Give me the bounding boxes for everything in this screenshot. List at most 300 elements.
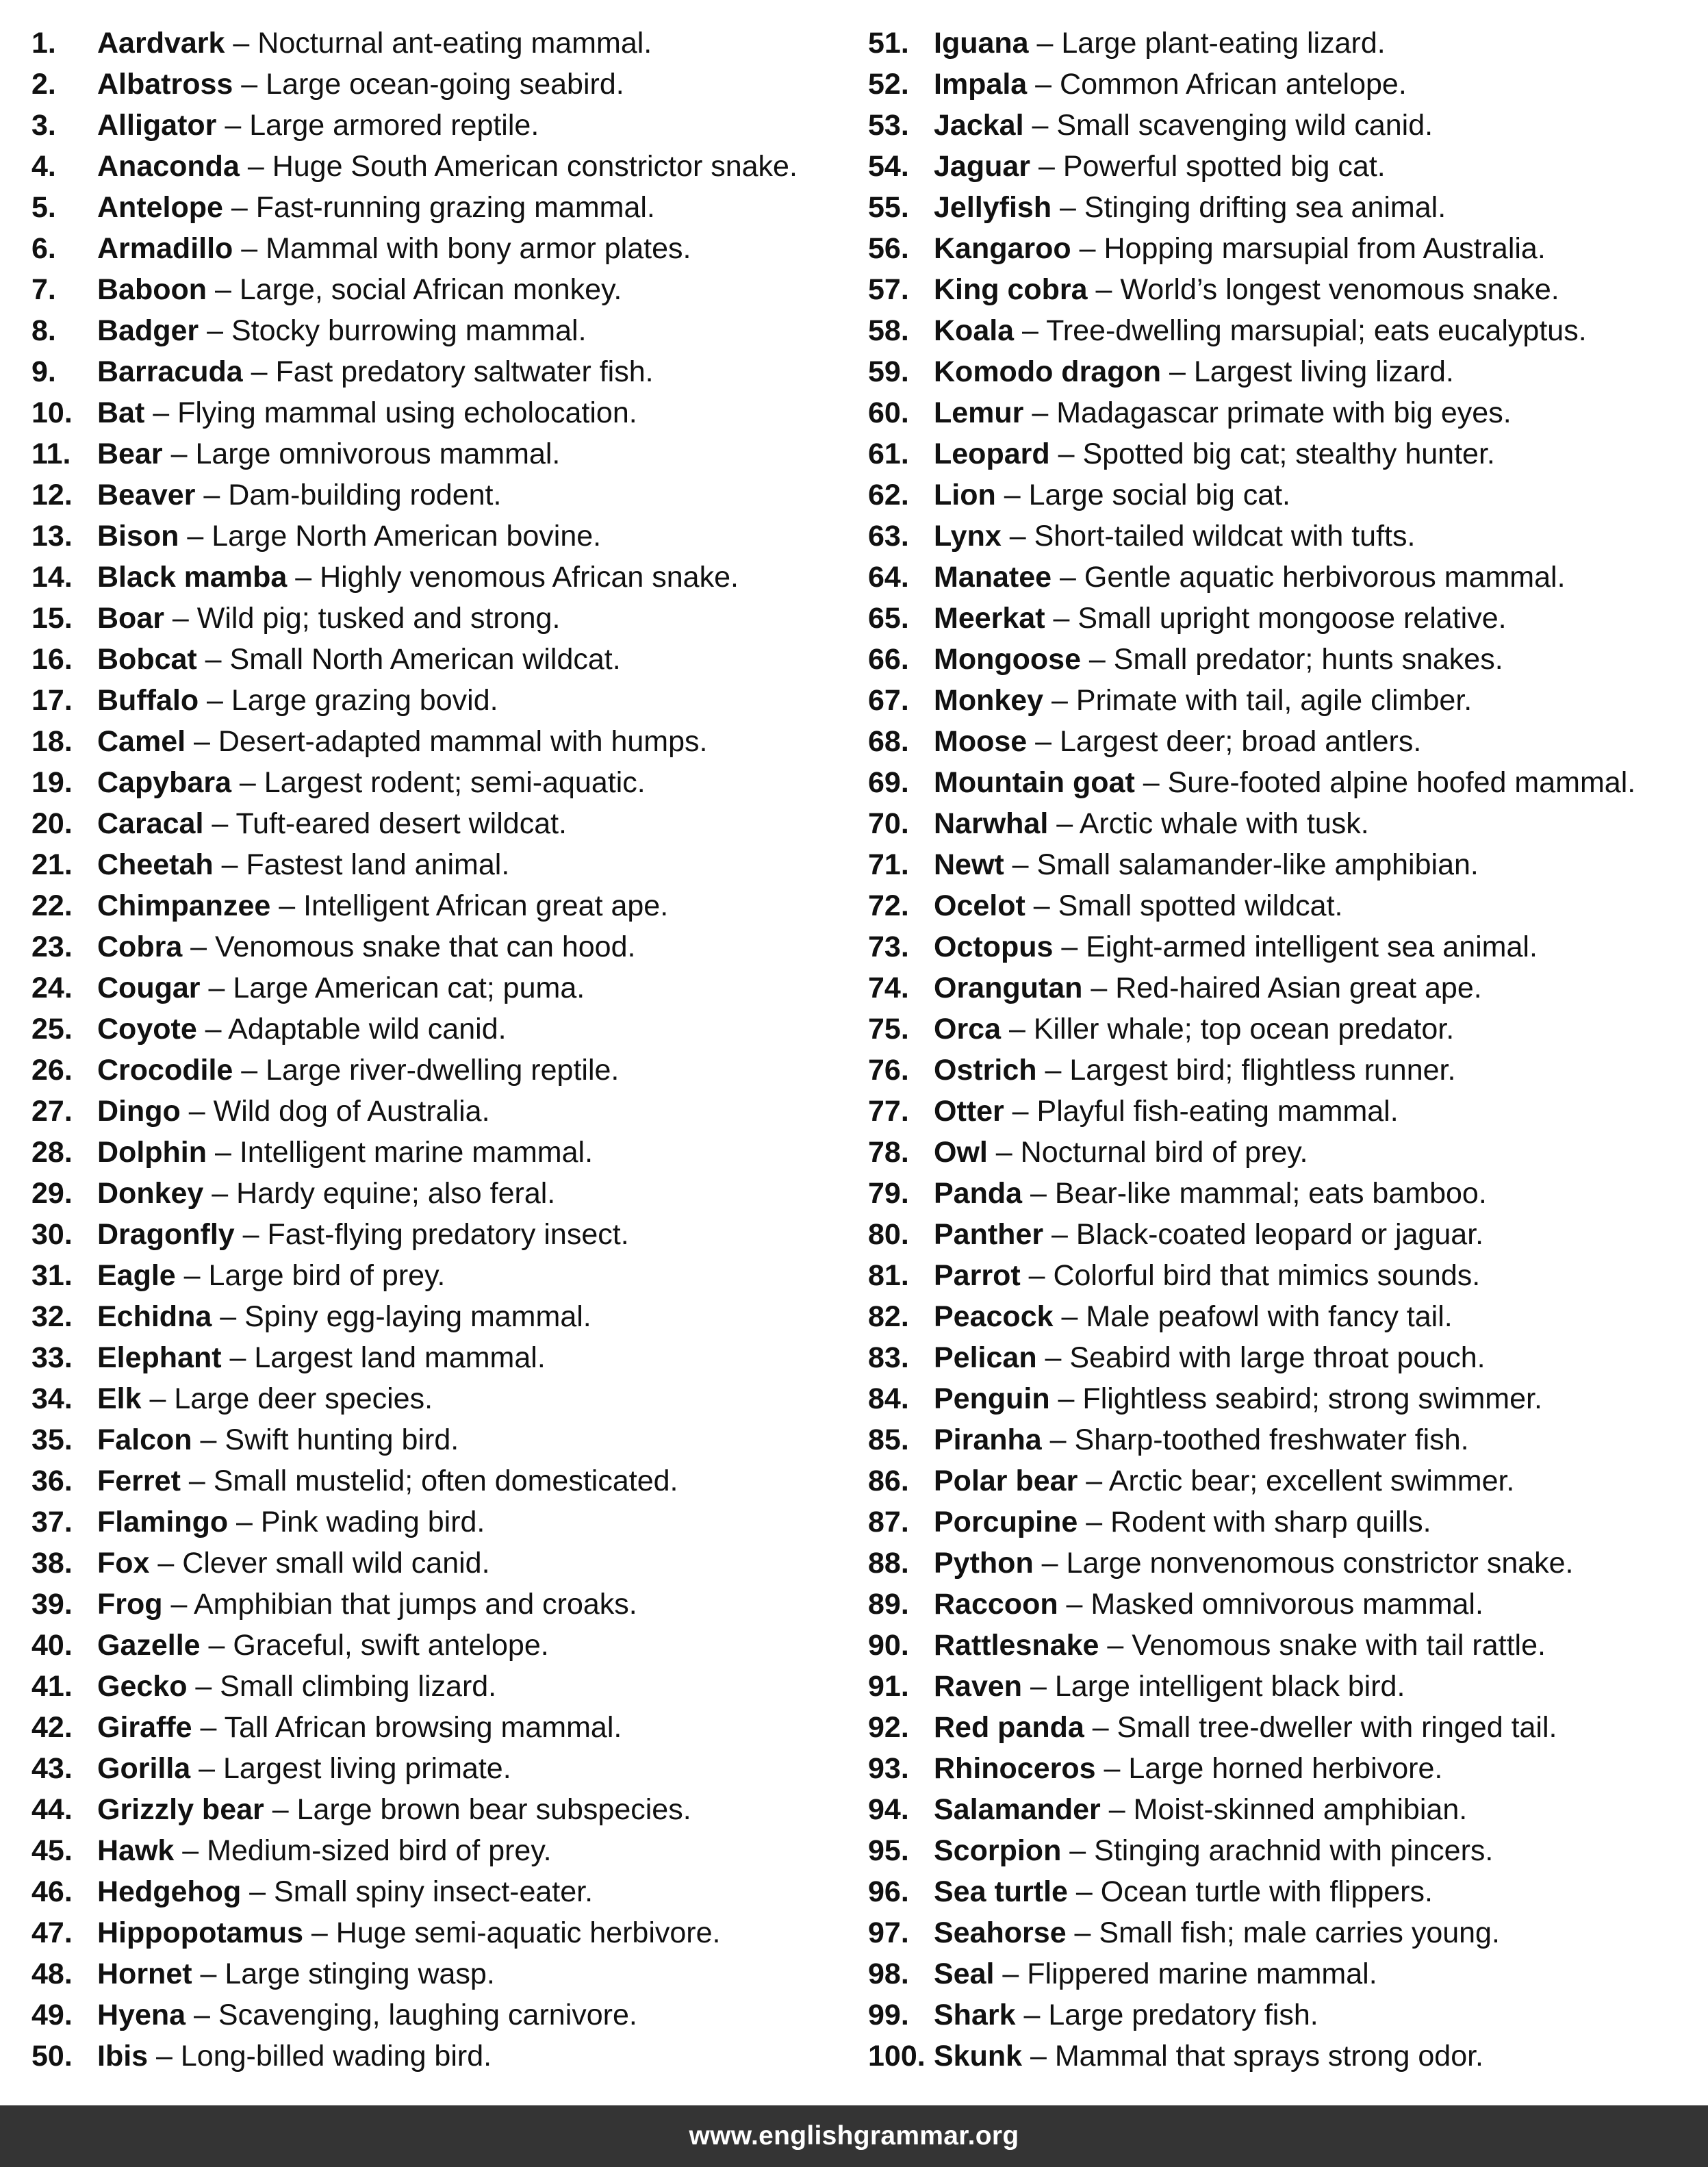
item-text xyxy=(97,844,509,885)
animal-name: Skunk xyxy=(934,2040,1023,2073)
item-text xyxy=(97,803,567,844)
animal-description: Moist-skinned amphibian. xyxy=(1133,1793,1468,1826)
separator-dash: – xyxy=(1023,396,1057,429)
item-number: 63. xyxy=(868,520,909,553)
item-text xyxy=(97,926,635,967)
item-text xyxy=(934,844,1479,885)
item-number: 76. xyxy=(868,1054,909,1087)
item-text xyxy=(97,1830,552,1871)
animal-description: Common African antelope. xyxy=(1060,68,1407,101)
separator-dash: – xyxy=(1071,232,1104,265)
item-number: 84. xyxy=(868,1382,909,1415)
animal-name: Lynx xyxy=(934,520,1002,553)
list-item xyxy=(868,1009,1690,1050)
list-item xyxy=(31,310,846,351)
separator-dash: – xyxy=(1014,314,1047,347)
item-text xyxy=(97,392,637,433)
list-item xyxy=(868,885,1690,926)
separator-dash: – xyxy=(287,561,320,594)
animal-description: Masked omnivorous mammal. xyxy=(1091,1588,1483,1621)
list-item xyxy=(868,228,1690,269)
animal-description: Small climbing lizard. xyxy=(220,1670,497,1703)
item-text xyxy=(934,1830,1493,1871)
animal-description: Large deer species. xyxy=(174,1382,433,1415)
animal-description: Red-haired Asian great ape. xyxy=(1115,972,1482,1004)
animal-description: Small North American wildcat. xyxy=(229,643,621,676)
separator-dash: – xyxy=(212,1300,245,1333)
animal-description: Small mustelid; often domesticated. xyxy=(213,1465,678,1497)
animal-name: Raven xyxy=(934,1670,1023,1703)
item-number: 77. xyxy=(868,1095,909,1128)
list-item xyxy=(868,1255,1690,1296)
animal-description: Large horned herbivore. xyxy=(1128,1752,1443,1785)
list-item xyxy=(31,1501,846,1543)
animal-name: Dragonfly xyxy=(97,1218,235,1251)
item-text xyxy=(934,721,1421,762)
item-number: 46. xyxy=(31,1875,73,1908)
animal-name: Grizzly bear xyxy=(97,1793,264,1826)
item-text xyxy=(934,64,1407,105)
list-item xyxy=(868,1830,1690,1871)
separator-dash: – xyxy=(994,1957,1028,1990)
item-text xyxy=(97,105,539,146)
item-text xyxy=(934,1419,1469,1460)
list-item xyxy=(868,1707,1690,1748)
animal-description: Fast-flying predatory insect. xyxy=(267,1218,629,1251)
list-item xyxy=(31,639,846,680)
separator-dash: – xyxy=(175,1259,209,1292)
list-item xyxy=(31,1584,846,1625)
list-item xyxy=(31,433,846,474)
item-number: 33. xyxy=(31,1341,73,1374)
item-number: 100. xyxy=(868,2040,926,2073)
item-text xyxy=(97,2036,492,2077)
animal-description: Powerful spotted big cat. xyxy=(1062,150,1386,183)
item-text xyxy=(934,392,1512,433)
item-number: 73. xyxy=(868,930,909,963)
animal-description: Tree-dwelling marsupial; eats eucalyptus. xyxy=(1046,314,1587,347)
item-text xyxy=(934,105,1433,146)
separator-dash: – xyxy=(225,27,258,60)
item-text xyxy=(934,1994,1318,2036)
item-number: 8. xyxy=(31,314,56,347)
animal-name: Orangutan xyxy=(934,972,1083,1004)
animal-description: Arctic bear; excellent swimmer. xyxy=(1108,1465,1515,1497)
separator-dash: – xyxy=(231,766,264,799)
item-number: 48. xyxy=(31,1957,73,1990)
list-item xyxy=(868,1666,1690,1707)
animal-name: Dolphin xyxy=(97,1136,207,1169)
list-item xyxy=(868,1296,1690,1337)
animal-name: Fox xyxy=(97,1547,150,1580)
item-number: 78. xyxy=(868,1136,909,1169)
animal-name: Jellyfish xyxy=(934,191,1052,224)
animal-list xyxy=(0,23,1708,2077)
animal-name: Boar xyxy=(97,602,164,635)
animal-description: Killer whale; top ocean predator. xyxy=(1033,1013,1455,1046)
animal-description: Largest living lizard. xyxy=(1193,355,1454,388)
separator-dash: – xyxy=(1049,1382,1083,1415)
item-number: 83. xyxy=(868,1341,909,1374)
separator-dash: – xyxy=(164,602,197,635)
animal-name: Leopard xyxy=(934,438,1050,470)
animal-description: Highly venomous African snake. xyxy=(320,561,739,594)
animal-name: Chimpanzee xyxy=(97,889,271,922)
animal-name: Raccoon xyxy=(934,1588,1058,1621)
list-item xyxy=(868,1419,1690,1460)
animal-name: Coyote xyxy=(97,1013,197,1046)
item-text xyxy=(97,1419,459,1460)
list-item xyxy=(868,721,1690,762)
item-number: 92. xyxy=(868,1711,909,1744)
animal-name: Piranha xyxy=(934,1423,1042,1456)
animal-name: Moose xyxy=(934,725,1028,758)
item-number: 14. xyxy=(31,561,73,594)
item-number: 16. xyxy=(31,643,73,676)
animal-name: Gorilla xyxy=(97,1752,191,1785)
item-number: 54. xyxy=(868,150,909,183)
separator-dash: – xyxy=(987,1136,1021,1169)
item-text xyxy=(97,146,798,187)
item-number: 97. xyxy=(868,1916,909,1949)
item-number: 67. xyxy=(868,684,909,717)
animal-description: Desert-adapted mammal with humps. xyxy=(218,725,708,758)
animal-description: Playful fish-eating mammal. xyxy=(1036,1095,1399,1128)
item-text xyxy=(934,803,1369,844)
list-item xyxy=(31,1296,846,1337)
list-item xyxy=(868,516,1690,557)
separator-dash: – xyxy=(1041,1423,1075,1456)
item-text xyxy=(934,1296,1453,1337)
animal-description: Sure-footed alpine hoofed mammal. xyxy=(1167,766,1636,799)
animal-description: Large social big cat. xyxy=(1028,479,1291,511)
item-text xyxy=(934,228,1546,269)
animal-description: Small salamander-like amphibian. xyxy=(1036,848,1479,881)
animal-name: Giraffe xyxy=(97,1711,192,1744)
item-text xyxy=(934,1460,1514,1501)
item-number: 31. xyxy=(31,1259,73,1292)
list-item xyxy=(868,105,1690,146)
list-item xyxy=(31,885,846,926)
animal-description: Scavenging, laughing carnivore. xyxy=(218,1999,637,2031)
animal-name: Albatross xyxy=(97,68,233,101)
item-number: 43. xyxy=(31,1752,73,1785)
animal-name: Panda xyxy=(934,1177,1023,1210)
separator-dash: – xyxy=(190,1752,224,1785)
item-text xyxy=(97,351,654,392)
item-number: 51. xyxy=(868,27,909,60)
list-item xyxy=(868,64,1690,105)
animal-name: Penguin xyxy=(934,1382,1050,1415)
list-item xyxy=(31,680,846,721)
item-number: 74. xyxy=(868,972,909,1004)
animal-name: Peacock xyxy=(934,1300,1054,1333)
item-text xyxy=(934,1255,1480,1296)
animal-name: Monkey xyxy=(934,684,1044,717)
animal-description: Large plant-eating lizard. xyxy=(1061,27,1386,60)
animal-name: Hawk xyxy=(97,1834,175,1867)
item-text xyxy=(97,1789,691,1830)
animal-name: Camel xyxy=(97,725,186,758)
animal-name: Gecko xyxy=(97,1670,188,1703)
separator-dash: – xyxy=(1027,68,1060,101)
animal-name: Hippopotamus xyxy=(97,1916,303,1949)
list-item xyxy=(868,1378,1690,1419)
list-item xyxy=(31,598,846,639)
item-text xyxy=(934,1214,1483,1255)
animal-name: Koala xyxy=(934,314,1015,347)
separator-dash: – xyxy=(221,1341,255,1374)
list-item xyxy=(868,1871,1690,1912)
animal-name: Flamingo xyxy=(97,1506,229,1538)
separator-dash: – xyxy=(180,1095,214,1128)
animal-name: Beaver xyxy=(97,479,196,511)
animal-description: Largest living primate. xyxy=(223,1752,511,1785)
animal-name: Ocelot xyxy=(934,889,1025,922)
animal-description: Bear-like mammal; eats bamboo. xyxy=(1054,1177,1487,1210)
item-text xyxy=(934,474,1290,516)
item-number: 11. xyxy=(31,438,71,470)
animal-description: Madagascar primate with big eyes. xyxy=(1056,396,1512,429)
separator-dash: – xyxy=(216,109,250,142)
list-item xyxy=(868,1994,1690,2036)
list-item xyxy=(31,1830,846,1871)
item-text xyxy=(97,1255,445,1296)
item-text xyxy=(934,557,1566,598)
animal-name: Hedgehog xyxy=(97,1875,242,1908)
animal-description: Fast-running grazing mammal. xyxy=(255,191,655,224)
separator-dash: – xyxy=(186,725,218,758)
animal-name: Hyena xyxy=(97,1999,186,2031)
separator-dash: – xyxy=(222,191,256,224)
item-text xyxy=(934,1953,1377,1994)
item-number: 65. xyxy=(868,602,909,635)
animal-description: Large omnivorous mammal. xyxy=(195,438,561,470)
item-text xyxy=(97,1501,485,1543)
separator-dash: – xyxy=(1023,109,1057,142)
list-item xyxy=(31,105,846,146)
item-number: 59. xyxy=(868,355,909,388)
animal-description: Large American cat; puma. xyxy=(233,972,585,1004)
list-item xyxy=(31,1666,846,1707)
list-item xyxy=(31,228,846,269)
separator-dash: – xyxy=(264,1793,297,1826)
item-number: 37. xyxy=(31,1506,73,1538)
animal-description: Flippered marine mammal. xyxy=(1027,1957,1377,1990)
animal-name: Hornet xyxy=(97,1957,192,1990)
separator-dash: – xyxy=(303,1916,336,1949)
item-text xyxy=(97,967,585,1009)
list-item xyxy=(31,1337,846,1378)
list-item xyxy=(868,1501,1690,1543)
list-item xyxy=(31,1419,846,1460)
item-number: 85. xyxy=(868,1423,909,1456)
item-text xyxy=(97,23,652,64)
list-item xyxy=(868,2036,1690,2077)
list-item xyxy=(868,1091,1690,1132)
animal-description: Mammal that sprays strong odor. xyxy=(1054,2040,1484,2073)
item-number: 52. xyxy=(868,68,909,101)
list-item xyxy=(868,1912,1690,1953)
right-column xyxy=(868,23,1690,2077)
item-number: 89. xyxy=(868,1588,909,1621)
animal-description: Nocturnal ant-eating mammal. xyxy=(257,27,652,60)
list-item xyxy=(868,1953,1690,1994)
animal-description: Tuft-eared desert wildcat. xyxy=(235,807,567,840)
item-text xyxy=(97,1912,720,1953)
animal-description: Hardy equine; also feral. xyxy=(236,1177,556,1210)
list-item xyxy=(31,351,846,392)
animal-description: Large intelligent black bird. xyxy=(1054,1670,1405,1703)
animal-description: Venomous snake that can hood. xyxy=(215,930,636,963)
item-text xyxy=(934,23,1386,64)
list-item xyxy=(31,1214,846,1255)
animal-name: King cobra xyxy=(934,273,1088,306)
animal-name: Ferret xyxy=(97,1465,181,1497)
animal-name: Seahorse xyxy=(934,1916,1067,1949)
item-text xyxy=(934,516,1415,557)
list-item xyxy=(868,680,1690,721)
item-text xyxy=(97,516,601,557)
list-item xyxy=(31,1953,846,1994)
separator-dash: – xyxy=(1045,602,1078,635)
list-item xyxy=(868,1748,1690,1789)
separator-dash: – xyxy=(196,643,230,676)
separator-dash: – xyxy=(1022,1670,1055,1703)
animal-description: Adaptable wild canid. xyxy=(228,1013,507,1046)
list-item xyxy=(868,1460,1690,1501)
item-number: 66. xyxy=(868,643,909,676)
item-number: 17. xyxy=(31,684,73,717)
list-item xyxy=(868,557,1690,598)
separator-dash: – xyxy=(1020,1259,1054,1292)
item-text xyxy=(934,187,1446,228)
separator-dash: – xyxy=(1022,2040,1055,2073)
separator-dash: – xyxy=(233,232,266,265)
separator-dash: – xyxy=(182,930,216,963)
animal-description: Venomous snake with tail rattle. xyxy=(1132,1629,1546,1662)
separator-dash: – xyxy=(1051,561,1084,594)
item-number: 13. xyxy=(31,520,73,553)
item-number: 15. xyxy=(31,602,73,635)
separator-dash: – xyxy=(1080,643,1114,676)
separator-dash: – xyxy=(995,479,1029,511)
list-item xyxy=(868,1050,1690,1091)
list-item xyxy=(868,1625,1690,1666)
animal-description: Large armored reptile. xyxy=(249,109,539,142)
item-text xyxy=(934,1378,1542,1419)
item-number: 36. xyxy=(31,1465,73,1497)
animal-name: Ibis xyxy=(97,2040,149,2073)
item-number: 60. xyxy=(868,396,909,429)
separator-dash: – xyxy=(1049,438,1083,470)
separator-dash: – xyxy=(228,1506,261,1538)
animal-description: Arctic whale with tusk. xyxy=(1079,807,1369,840)
animal-name: Scorpion xyxy=(934,1834,1062,1867)
item-number: 81. xyxy=(868,1259,909,1292)
animal-name: Iguana xyxy=(934,27,1029,60)
item-number: 20. xyxy=(31,807,73,840)
animal-name: Jackal xyxy=(934,109,1024,142)
animal-description: Largest land mammal. xyxy=(254,1341,546,1374)
animal-name: Parrot xyxy=(934,1259,1021,1292)
animal-description: Gentle aquatic herbivorous mammal. xyxy=(1084,561,1566,594)
animal-name: Crocodile xyxy=(97,1054,233,1087)
animal-name: Echidna xyxy=(97,1300,212,1333)
animal-name: Alligator xyxy=(97,109,217,142)
list-item xyxy=(868,844,1690,885)
separator-dash: – xyxy=(233,1054,266,1087)
item-number: 72. xyxy=(868,889,909,922)
animal-name: Polar bear xyxy=(934,1465,1078,1497)
animal-name: Falcon xyxy=(97,1423,192,1456)
separator-dash: – xyxy=(1036,1054,1070,1087)
item-number: 6. xyxy=(31,232,56,265)
list-item xyxy=(868,1584,1690,1625)
animal-description: Colorful bird that mimics sounds. xyxy=(1053,1259,1481,1292)
animal-description: Small spotted wildcat. xyxy=(1058,889,1343,922)
animal-name: Seal xyxy=(934,1957,995,1990)
animal-name: Bat xyxy=(97,396,145,429)
item-text xyxy=(934,598,1507,639)
list-item xyxy=(31,844,846,885)
item-text xyxy=(97,1584,637,1625)
animal-description: Large river-dwelling reptile. xyxy=(266,1054,620,1087)
item-text xyxy=(934,351,1454,392)
item-number: 45. xyxy=(31,1834,73,1867)
item-number: 61. xyxy=(868,438,909,470)
animal-name: Owl xyxy=(934,1136,988,1169)
list-item xyxy=(868,598,1690,639)
animal-description: Large predatory fish. xyxy=(1048,1999,1318,2031)
animal-name: Armadillo xyxy=(97,232,233,265)
item-text xyxy=(97,639,621,680)
animal-name: Badger xyxy=(97,314,199,347)
item-text xyxy=(934,926,1538,967)
separator-dash: – xyxy=(1095,1752,1129,1785)
list-item xyxy=(31,1748,846,1789)
animal-description: Ocean turtle with flippers. xyxy=(1100,1875,1433,1908)
animal-name: Porcupine xyxy=(934,1506,1078,1538)
separator-dash: – xyxy=(144,396,178,429)
animal-description: Large brown bear subspecies. xyxy=(296,1793,691,1826)
list-item xyxy=(31,967,846,1009)
item-text xyxy=(97,64,624,105)
list-item xyxy=(31,2036,846,2077)
item-text xyxy=(934,1625,1546,1666)
item-text xyxy=(934,310,1587,351)
item-text xyxy=(97,269,622,310)
left-column xyxy=(31,23,846,2077)
item-number: 80. xyxy=(868,1218,909,1251)
separator-dash: – xyxy=(174,1834,207,1867)
item-text xyxy=(97,1666,496,1707)
separator-dash: – xyxy=(1043,684,1076,717)
animal-description: Spotted big cat; stealthy hunter. xyxy=(1082,438,1495,470)
animal-description: Spiny egg-laying mammal. xyxy=(244,1300,591,1333)
item-text xyxy=(97,885,668,926)
list-item xyxy=(31,187,846,228)
animal-name: Orca xyxy=(934,1013,1002,1046)
item-text xyxy=(934,1707,1557,1748)
item-number: 5. xyxy=(31,191,56,224)
item-text xyxy=(934,967,1482,1009)
item-number: 34. xyxy=(31,1382,73,1415)
separator-dash: – xyxy=(1058,1588,1091,1621)
animal-description: Male peafowl with fancy tail. xyxy=(1086,1300,1453,1333)
list-item xyxy=(868,187,1690,228)
animal-name: Lion xyxy=(934,479,996,511)
